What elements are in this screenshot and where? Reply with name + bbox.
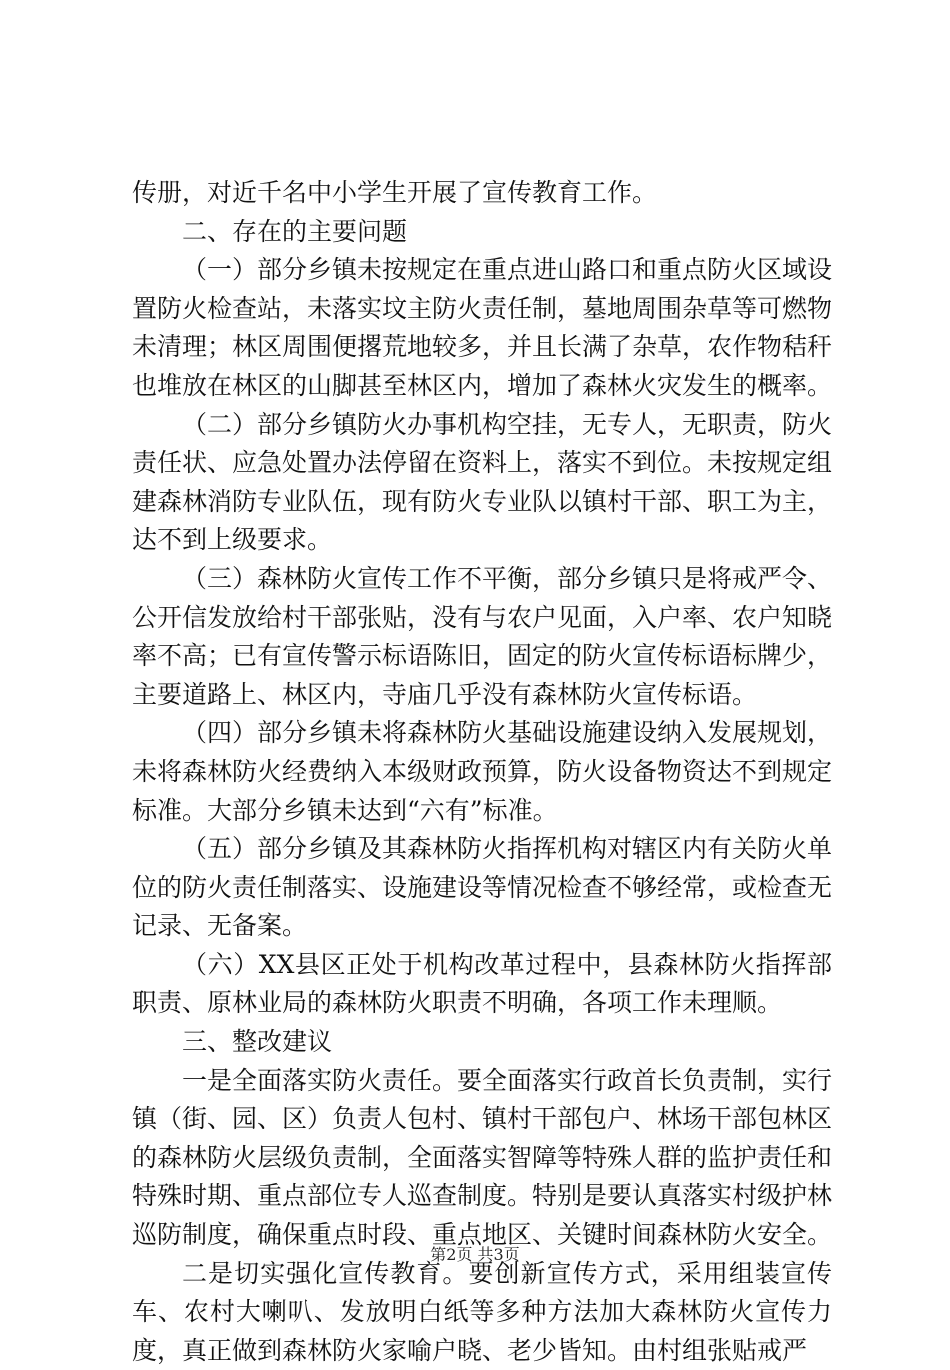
page-number: 第2页 共3页 — [430, 1245, 520, 1264]
section-heading-suggestions: 三、整改建议 — [182, 1027, 333, 1057]
paragraph-problem-5: （五）部分乡镇及其森林防火指挥机构对辖区内有关防火单位的防火责任制落实、设施建设等情况检查不够经常，或检查无记录、无备案。 — [132, 834, 833, 941]
paragraph-suggestion-1: 一是全面落实防火责任。要全面落实行政首长负责制，实行镇（街、园、区）负责人包村、镇村干部包户、林场干部包林区的森林防火层级负责制，全面落实智障等特殊人群的监护责任和特殊时期、重点部位专人巡查制度。特别是要认真落实村级护林巡防制度，确保重点时段、重点地区、关键时间森林防火安全。 — [132, 1065, 833, 1250]
paragraph-problem-3: （三）森林防火宣传工作不平衡，部分乡镇只是将戒严令、公开信发放给村干部张贴，没有与农户见面，入户率、农户知晓率不高；已有宣传警示标语陈旧，固定的防火宣传标语标牌少，主要道路上、林区内，寺庙几乎没有森林防火宣传标语。 — [132, 563, 833, 709]
paragraph-problem-4: （四）部分乡镇未将森林防火基础设施建设纳入发展规划，未将森林防火经费纳入本级财政预算，防火设备物资达不到规定标准。大部分乡镇未达到“六有”标准。 — [132, 718, 833, 825]
paragraph-1: 传册，对近千名中小学生开展了宣传教育工作。 — [132, 178, 658, 207]
paragraph-problem-6: （六）XX县区正处于机构改革过程中，县森林防火指挥部职责、原林业局的森林防火职责不明确，各项工作未理顺。 — [132, 949, 832, 1018]
section-heading-problems: 二、存在的主要问题 — [182, 216, 408, 246]
paragraph-suggestion-2: 二是切实强化宣传教育。要创新宣传方式，采用组装宣传车、农村大喇叭、发放明白纸等多种方法加大森林防火宣传力度，真正做到森林防火家喻户晓、老少皆知。由村组张贴戒严 — [132, 1258, 832, 1365]
paragraph-problem-1: （一）部分乡镇未按规定在重点进山路口和重点防火区域设置防火检查站，未落实坟主防火责任制，墓地周围杂草等可燃物未清理；林区周围便撂荒地较多，并且长满了杂草，农作物秸秆也堆放在林区的山脚甚至林区内，增加了森林火灾发生的概率。 — [132, 255, 833, 400]
document-body — [132, 174, 832, 1370]
page-footer — [0, 1245, 950, 1265]
paragraph-problem-2: （二）部分乡镇防火办事机构空挂，无专人，无职责，防火责任状、应急处置办法停留在资料上，落实不到位。未按规定组建森林消防专业队伍，现有防火专业队以镇村干部、职工为主，达不到上级要求。 — [132, 409, 833, 555]
